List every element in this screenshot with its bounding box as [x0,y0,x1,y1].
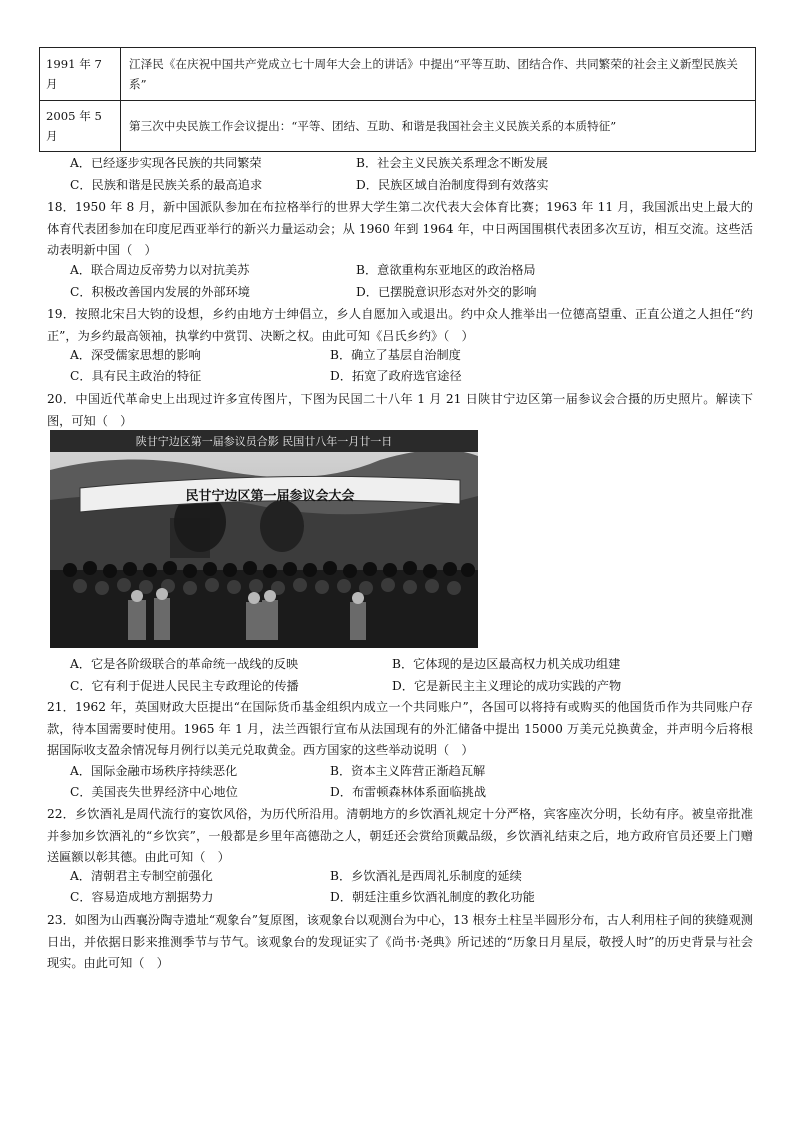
q17-option-c[interactable]: C．民族和谐是民族关系的最高追求 [70,178,263,192]
q18-option-c[interactable]: C．积极改善国内发展的外部环境 [70,285,250,299]
question-18-stem: 18．1950 年 8 月，新中国派队参加在布拉格举行的世界大学生第二次代表大会体育比赛；1963 年 11 月，我国派出史上最大的体育代表团参加在印度尼西亚举行的新兴力量运动会；从 1960 年到 1964 年，中日两国围棋代表团多次互访，相互交流。这些活动表明新中国（ ） [47,200,753,257]
table-cell-content: 第三次中央民族工作会议提出：“平等、团结、互助、和谐是我国社会主义民族关系的本质特征” [121,101,756,152]
q21-option-c[interactable]: C．美国丧失世界经济中心地位 [70,785,238,799]
q18-option-b[interactable]: B．意欲重构东亚地区的政治格局 [356,263,536,277]
table-row [40,101,756,152]
q18-option-a[interactable]: A．联合周边反帝势力以对抗美苏 [70,263,250,277]
q22-option-c[interactable]: C．容易造成地方割据势力 [70,890,214,904]
q17-option-a[interactable]: A．已经逐步实现各民族的共同繁荣 [70,156,262,170]
photo-illustration [50,430,478,648]
photo-title-caption: 陕甘宁边区第一届参议员合影 民国廿八年一月廿一日 [135,435,393,448]
q19-option-a[interactable]: A．深受儒家思想的影响 [70,348,201,362]
historical-group-photo [50,430,478,648]
q22-option-a[interactable]: A．清朝君主专制空前强化 [70,869,213,883]
q21-option-b[interactable]: B．资本主义阵营正渐趋瓦解 [330,764,486,778]
question-19-stem: 19．按照北宋吕大钧的设想，乡约由地方士绅倡立，乡人自愿加入或退出。约中众人推举出一位德高望重、正直公道之人担任“约正”，为乡约最高领袖，执掌约中赏罚、决断之权。由此可知《吕氏乡约》（ ） [47,307,753,343]
q17-option-b[interactable]: B．社会主义民族关系理念不断发展 [356,156,548,170]
q20-option-a[interactable]: A．它是各阶级联合的革命统一战线的反映 [70,657,299,671]
q19-option-b[interactable]: B．确立了基层自治制度 [330,348,461,362]
table-cell-content: 江泽民《在庆祝中国共产党成立七十周年大会上的讲话》中提出“平等互助、团结合作、共同繁荣的社会主义新型民族关系” [121,48,756,101]
q20-option-b[interactable]: B．它体现的是边区最高权力机关成功组建 [392,657,621,671]
question-22-stem: 22．乡饮酒礼是周代流行的宴饮风俗，为历代所沿用。清朝地方的乡饮酒礼规定十分严格，宾客座次分明，长幼有序。被皇帝批准并参加乡饮酒礼的“乡饮宾”，一般都是乡里年高德劭之人，朝廷还会赏给顶戴品级，乡饮酒礼结束之后，地方政府官员还要上门赠送匾额以彰其德。由此可知（ ） [47,807,753,864]
q21-option-a[interactable]: A．国际金融市场秩序持续恶化 [70,764,238,778]
question-21-stem: 21．1962 年，英国财政大臣提出“在国际货币基金组织内成立一个共同账户”，各国可以将持有或购买的他国货币作为共同账户存款，待本国需要时使用。1965 年 1 月，法兰西银行宣布从法国现有的外汇储备中提出 15000 万美元兑换黄金，并声明今后将根据国际收支盈余情况每月例行以美元兑取黄金。西方国家的这些举动说明（ ） [47,700,753,757]
q17-option-d[interactable]: D．民族区域自治制度得到有效落实 [356,178,549,192]
photo-banner-text: 民甘宁边区第一届参议会大会 [185,489,355,504]
q20-option-d[interactable]: D．它是新民主主义理论的成功实践的产物 [392,679,622,693]
q19-option-d[interactable]: D．拓宽了政府选官途径 [330,369,462,383]
table-cell-date: 2005 年 5 月 [40,101,121,152]
question-23-stem: 23．如图为山西襄汾陶寺遗址“观象台”复原图，该观象台以观测台为中心，13 根夯土柱呈半圆形分布，古人利用柱子间的狭缝观测日出，并依据日影来推测季节与节气。该观象台的发现证实了《尚书·尧典》所记述的“历象日月星辰，敬授人时”的历史背景与社会现实。由此可知（ ） [47,913,753,970]
table-cell-date: 1991 年 7 月 [40,48,121,101]
policy-timeline-table [39,47,756,152]
q19-option-c[interactable]: C．具有民主政治的特征 [70,369,202,383]
q20-option-c[interactable]: C．它有利于促进人民民主专政理论的传播 [70,679,299,693]
q21-option-d[interactable]: D．布雷顿森林体系面临挑战 [330,785,487,799]
question-20-stem: 20．中国近代革命史上出现过许多宣传图片，下图为民国二十八年 1 月 21 日陕甘宁边区第一届参议会合摄的历史照片。解读下图，可知（ ） [47,392,753,428]
table-row [40,48,756,101]
q22-option-b[interactable]: B．乡饮酒礼是西周礼乐制度的延续 [330,869,522,883]
q22-option-d[interactable]: D．朝廷注重乡饮酒礼制度的教化功能 [330,890,535,904]
q18-option-d[interactable]: D．已摆脱意识形态对外交的影响 [356,285,537,299]
